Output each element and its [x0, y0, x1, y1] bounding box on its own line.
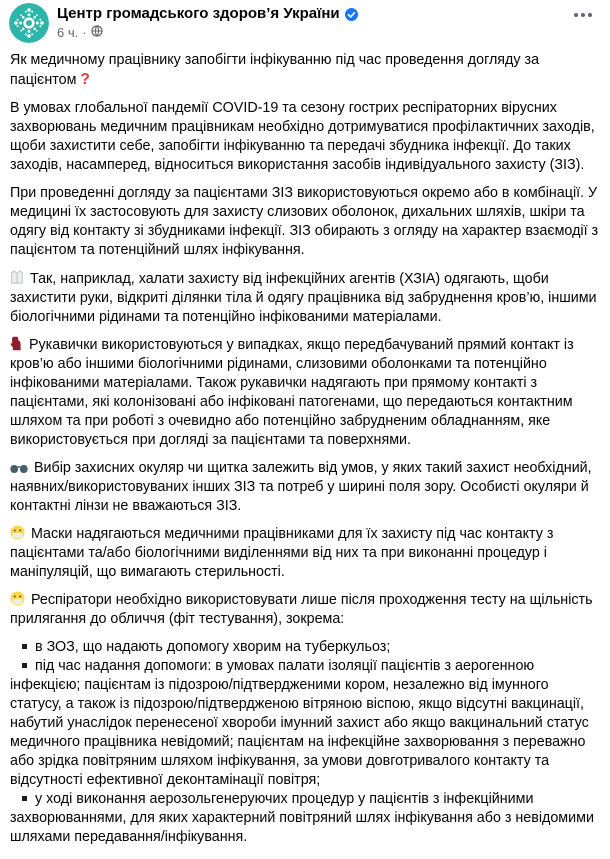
- page-logo-icon: [9, 30, 49, 43]
- verified-badge-icon: [345, 8, 358, 21]
- gloves-icon: [10, 336, 23, 355]
- post-bullet: [10, 638, 600, 657]
- post-body: [0, 47, 610, 859]
- bullet-text: в ЗОЗ, що надають допомогу хворим на туберкульоз;: [35, 639, 391, 655]
- ellipsis-icon: [574, 13, 592, 17]
- meta-separator: ·: [82, 25, 87, 40]
- bullet-square-icon: [22, 663, 27, 668]
- post-paragraph: [10, 184, 600, 260]
- post-timestamp[interactable]: 6 ч.: [57, 25, 79, 40]
- paragraph-text: Респіратори необхідно використовувати лише після проходження тесту на щільність прилягання до обличчя (фіт тестування), зокрема:: [10, 592, 593, 627]
- post-paragraph: [10, 591, 600, 629]
- post-paragraph: [10, 459, 600, 516]
- page-avatar[interactable]: [9, 3, 49, 43]
- paragraph-text: Так, наприклад, халати захисту від інфекційних агентів (ХЗІА) одягають, щоби захистити руки, відкриті ділянки тіла й одягу працівника від забруднення кров’ю, іншими біологічними рідинами та потенційно інфікованими матеріалами.: [10, 271, 597, 325]
- paragraph-text: Маски надягаються медичними працівниками для їх захисту під час контакту з пацієнтами та/або біологічними виділеннями від них та при виконанні процедур і маніпуляцій, що вимагають стерильності.: [10, 526, 554, 580]
- mask-face-icon: [10, 525, 25, 544]
- paragraph-text: Вибір захисних окуляр чи щитка залежить від умов, у яких такий захист необхідний, наявних/використовуваних інших ЗІЗ та потреб у ширині поля зору. Особисті окуляри й контактні лінзи не вважаються ЗІЗ.: [10, 460, 592, 514]
- globe-privacy-icon: [91, 25, 103, 41]
- post-header-text: [57, 3, 358, 41]
- post-menu-button[interactable]: [566, 3, 600, 25]
- paragraph-text: В умовах глобальної пандемії COVID-19 та сезону гострих респіраторних вірусних захворювань медичним працівникам необхідно дотримуватися профілактичних заходів, щоби захистити себе, запобігти інфікуванню та передачі збудника інфекції. До таких заходів, насамперед, відноситься використання засобів індивідуального захисту (ЗІЗ).: [10, 100, 595, 173]
- goggles-icon: [10, 459, 28, 478]
- mask-face-icon: [10, 591, 25, 610]
- bullet-square-icon: [22, 796, 27, 801]
- red-question-mark-icon: ?: [80, 71, 90, 88]
- paragraph-text: Рукавички використовуються у випадках, якщо передбачуваний прямий контакт із кров’ю або іншими біологічними рідинами, слизовими оболонками та потенційно інфікованими матеріалами. Також рукавички надягають при прямому контакті з пацієнтами, які колонізовані або інфіковані патогенами, що передаються контактним шляхом та при роботі з очевидно або потенційно забрудненим обладнанням, яке використовується при догляді за пацієнтами та поверхнями.: [10, 337, 574, 448]
- headline-text: Як медичному працівнику запобігти інфікуванню під час проведення догляду за пацієнтом: [10, 52, 540, 88]
- post-paragraph: [10, 525, 600, 582]
- bullet-text: під час надання допомоги: в умовах палати ізоляції пацієнтів з аерогенною інфекцією; пацієнтам із підозрою/підтвердженими кором, незалежно від імунного статусу, а також із підозрою/підтвердженою вітряною віспою, якщо відсутні вакцинації, набутий унаслідок перенесеної хвороби імунний захист або якщо вакцинальний статус медичного працівника невідомий; пацієнтам на інфекційне захворювання з переважно або зрідка повітряним шляхом інфікування, за умови довготривалого контакту та відсутності ефективної деконтамінації повітря;: [10, 658, 589, 788]
- page-name-row: [57, 4, 358, 24]
- post-paragraph: [10, 269, 600, 327]
- lab-coat-icon: [10, 269, 24, 289]
- post-paragraph: [10, 99, 600, 175]
- post-headline: [10, 51, 600, 90]
- post-meta: [57, 25, 358, 41]
- post-bullet: [10, 657, 600, 790]
- post-bullet: [10, 790, 600, 847]
- post-paragraph: [10, 336, 600, 450]
- paragraph-text: При проведенні догляду за пацієнтами ЗІЗ використовуються окремо або в комбінації. У медицині їх застосовують для захисту слизових оболонок, дихальних шляхів, шкіри та одягу від контакту зі збудниками інфекції. ЗІЗ обирають з огляду на характер взаємодії з пацієнтом та потенційний шлях інфікування.: [10, 185, 599, 258]
- post-header: [0, 0, 610, 47]
- bullet-text: у ході виконання аерозольгенеруючих процедур у пацієнтів з інфекційними захворюваннями, для яких характерний повітряний шлях інфікування або з невідомими шляхами передавання/інфікування.: [10, 791, 594, 845]
- bullet-square-icon: [22, 644, 27, 649]
- page-name-link[interactable]: Центр громадського здоров’я України: [57, 5, 340, 22]
